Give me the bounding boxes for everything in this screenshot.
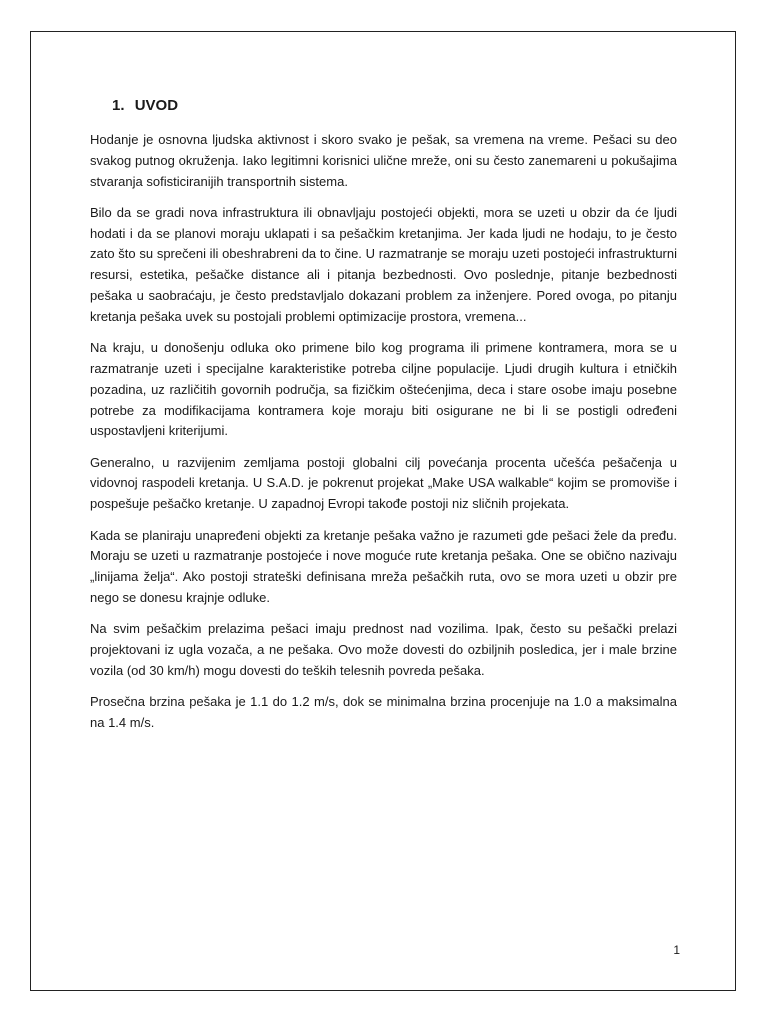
paragraph-3: Na kraju, u donošenju odluka oko primene bilo kog programa ili primene kontramera, mora se u razmatranje uzeti i specijalne karakteristike potreba ciljne populacije. Ljudi drugih kultura i etničkih pozadina, uz različitih govornih područja, sa fizičkim oštećenjima, deca i stare osobe imaju posebne potrebe za modifikacijama kontramera koje moraju biti osigurane ne bi li se postigli određeni uspostavljeni kriterijumi. <box>90 340 677 439</box>
paragraph-4: Generalno, u razvijenim zemljama postoji globalni cilj povećanja procenta učešća pešačenja u vidovnoj raspodeli kretanja. U S.A.D. je pokrenut projekat „Make USA walkable“ kojim se promoviše i pospešuje pešačko kretanje. U zapadnoj Evropi takođe postoji niz sličnih projekata. <box>90 454 677 512</box>
paragraph-2: Bilo da se gradi nova infrastruktura ili obnavljaju postojeći objekti, mora se uzeti u obzir da će ljudi hodati i da se planovi moraju uklapati i sa pešačkim kretanjima. Jer kada ljudi ne hodaju, to je često zato što su sprečeni ili obeshrabreni da to čine. U razmatranje se moraju uzeti postojeći infrastrukturni resursi, estetika, pešačke distance ali i pitanja bezbednosti. Ovo poslednje, pitanje bezbednosti pešaka u saobraćaju, je često predstavljalo dokazani problem za inženjere. Pored ovoga, po pitanju kretanja pešaka uvek su postojali problemi optimizacije prostora, vremena... <box>90 204 677 324</box>
paragraph-7: Prosečna brzina pešaka je 1.1 do 1.2 m/s, dok se minimalna brzina procenjuje na 1.0 a maksimalna na 1.4 m/s. <box>90 694 677 730</box>
section-number: 1. <box>112 97 125 114</box>
page-number: 1 <box>673 943 680 957</box>
paragraph-5: Kada se planiraju unapređeni objekti za kretanje pešaka važno je razumeti gde pešaci žele da pređu. Moraju se uzeti u razmatranje postojeće i nove moguće rute kretanja pešaka. One se obično nazivaju „linijama želja“. Ako postoji strateški definisana mreža pešačkih ruta, ovo se mora uzeti u obzir pre nego se donesu krajnje odluke. <box>90 527 677 605</box>
document-body <box>90 96 677 744</box>
paragraph-1: Hodanje je osnovna ljudska aktivnost i skoro svako je pešak, sa vremena na vreme. Pešaci su deo svakog putnog okruženja. Iako legitimni korisnici ulične mreže, oni su često zanemareni u pokušajima stvaranja sofisticiranijih transportnih sistema. <box>90 132 677 189</box>
section-title: UVOD <box>134 97 179 114</box>
paragraph-6: Na svim pešačkim prelazima pešaci imaju prednost nad vozilima. Ipak, često su pešački prelazi projektovani iz ugla vozača, a ne pešaka. Ovo može dovesti do ozbiljnih posledica, jer i male brzine vozila (od 30 km/h) mogu dovesti do teških telesnih povreda pešaka. <box>90 621 677 678</box>
section-heading <box>112 96 677 116</box>
